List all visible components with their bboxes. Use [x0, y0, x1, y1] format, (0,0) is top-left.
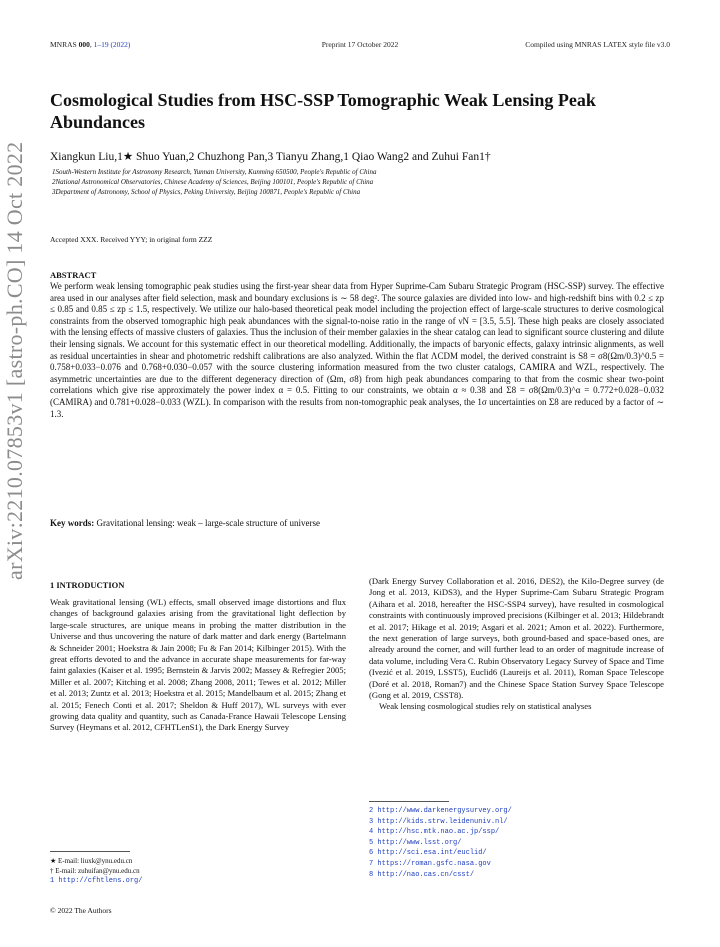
journal-name: MNRAS: [50, 40, 77, 49]
footnote-link-4[interactable]: 4 http://hsc.mtk.nao.ac.jp/ssp/: [369, 828, 500, 837]
compiled-note: Compiled using MNRAS LATEX style file v3.0: [525, 40, 670, 49]
intro-right-column: [369, 576, 664, 713]
footnotes-right: [369, 806, 664, 880]
footnotes-left: [50, 856, 346, 886]
page-header: [50, 40, 670, 54]
affiliations: [52, 167, 672, 197]
arxiv-stamp: arXiv:2210.07853v1 [astro-ph.CO] 14 Oct 2022: [2, 141, 27, 580]
footnote-divider-left: [50, 851, 130, 852]
footnote-link-3[interactable]: 3 http://kids.strw.leidenuniv.nl/: [369, 817, 508, 826]
footnote-email-1: ★ E-mail: liuxk@ynu.edu.cn: [50, 857, 133, 865]
section-heading: 1 INTRODUCTION: [50, 580, 125, 590]
footnote-link-7[interactable]: 7 https://roman.gsfc.nasa.gov: [369, 859, 491, 868]
author-list: Xiangkun Liu,1★ Shuo Yuan,2 Chuzhong Pan,3 Tianyu Zhang,1 Qiao Wang2 and Zuhui Fan1†: [50, 151, 491, 163]
accepted-line: Accepted XXX. Received YYY; in original form ZZZ: [50, 235, 213, 244]
affiliation-1: 1South-Western Institute for Astronomy Research, Yunnan University, Kunming 650500, People's Republic of China: [52, 168, 377, 176]
copyright: © 2022 The Authors: [50, 906, 112, 915]
abstract-text: We perform weak lensing tomographic peak studies using the first-year shear data from Hyper Suprime-Cam Subaru Strategic Program (HSC-SSP) survey. The effective area used in our analyses after field selection, mask and boundary exclusions is ∼ 58 deg². The source galaxies are divided into low- and high-redshift bins with 0.2 ≤ zp ≤ 0.85 and 0.85 ≤ zp ≤ 1.5, respectively. We utilize our halo-based theoretical peak model including the projection effect of large-scale structures to derive cosmological constraints from the observed tomographic high peak abundances with the signal-to-noise ratio in the range of νN = [3.5, 5.5]. These high peaks are closely associated with the lensing effects of massive clusters of galaxies. Thus the inclusion of their member galaxies in the shear catalog can lead to significant source clustering and dilute their lensing signals. We account for this systematic effect in our theoretical modelling. Additionally, the impacts of baryonic effects, galaxy intrinsic alignments, as well as residual uncertainties in shear and photometric redshift calibrations are also analyzed. Within the flat ΛCDM model, the derived constraint is S8 = σ8(Ωm/0.3)^0.5 = 0.758+0.033−0.076 and 0.768+0.030−0.057 with the source clustering information measured from the two cluster catalogs, CAMIRA and WZL, respectively. The asymmetric uncertainties are due to the different degeneracy direction of (Ωm, σ8) from high peak abundances comparing to that from the cosmic shear two-point correlations which give rise approximately the power index α = 0.5. Fitting to our constraints, we obtain α ≈ 0.38 and Σ8 = σ8(Ωm/0.3)^α = 0.772+0.028−0.032 (CAMIRA) and 0.781+0.028−0.033 (WZL). In comparison with the results from non-tomographic peak analyses, the 1σ uncertainties on Σ8 are reduced by a factor of ∼ 1.3.: [50, 281, 664, 419]
footnote-link-8[interactable]: 8 http://nao.cas.cn/csst/: [369, 870, 475, 879]
journal-citation: MNRAS 000, 1–19 (2022): [50, 40, 131, 49]
footnote-link-5[interactable]: 5 http://www.lsst.org/: [369, 838, 462, 847]
footnote-link-1[interactable]: 1 http://cfhtlens.org/: [50, 877, 143, 885]
footnote-email-2: † E-mail: zuhuifan@ynu.edu.cn: [50, 867, 140, 875]
keywords-label: Key words:: [50, 518, 95, 528]
keywords: [50, 518, 664, 528]
intro-paragraph-1: Weak gravitational lensing (WL) effects, small observed image distortions and flux changes of background galaxies arising from the gravitational light deflection by large-scale structures, are unique means in probing the matter distribution in the Universe and thus uncovering the nature of dark matter and dark energy (Bartelmann & Schneider 2001; Hoekstra & Jain 2008; Fu & Fan 2014; Kilbinger 2015). With the great efforts devoted to and the advance in accurate shape measurements for far-way faint galaxies (Kaiser et al. 1995; Bernstein & Jarvis 2002; Massey & Refregier 2005; Miller et al. 2007; Kitching et al. 2008; Zhang 2008, 2011; Tewes et al. 2012; Miller et al. 2013; Zuntz et al. 2013; Hoekstra et al. 2015; Mandelbaum et al. 2015; Zhang et al. 2015; Fenech Conti et al. 2017; Sheldon & Huff 2017), WL surveys with ever growing data quality and quantity, such as Canada-France Hawaii Telescope Lensing Survey (Heymans et al. 2012, CFHTLenS1), the Dark Energy Survey: [50, 597, 346, 733]
keywords-text: Gravitational lensing: weak – large-scale structure of universe: [96, 518, 321, 528]
footnote-link-2[interactable]: 2 http://www.darkenergysurvey.org/: [369, 807, 512, 815]
footnote-link-6[interactable]: 6 http://sci.esa.int/euclid/: [369, 849, 487, 858]
intro-paragraph-1-cont: (Dark Energy Survey Collaboration et al. 2016, DES2), the Kilo-Degree survey (de Jong et al. 2013, KiDS3), and the Hyper Suprime-Cam Subaru Strategic Program (Aihara et al. 2018, hereafter the HSC-SSP4 survey), have resulted in cosmological constraints with continuously improved precisions (Kilbinger et al. 2013; Hildebrandt et al. 2017; Hikage et al. 2019; Asgari et al. 2021; Amon et al. 2022). Furthermore, the next generation of large surveys, both ground-based and space-based ones, are already around the corner, and will further lead to an order of magnitude increase of data volume, including Vera C. Rubin Observatory Legacy Survey of Space and Time (Ivezić et al. 2019, LSST5), Euclid6 (Laureijs et al. 2011), Roman Space Telescope (Doré et al. 2018, Roman7) and the Chinese Space Station Survey Space Telescope (Gong et al. 2019, CSST8).: [369, 576, 664, 701]
intro-paragraph-2: Weak lensing cosmological studies rely on statistical analyses: [379, 701, 592, 712]
paper-title: Cosmological Studies from HSC-SSP Tomographic Weak Lensing Peak Abundances: [50, 90, 596, 132]
intro-left-column: [50, 597, 346, 734]
footnote-divider-right: [369, 801, 449, 802]
journal-volume: 000: [78, 40, 90, 49]
affiliation-3: 3Department of Astronomy, School of Physics, Peking University, Beijing 100871, People's Republic of China: [52, 188, 361, 196]
affiliation-2: 2National Astronomical Observatories, Chinese Academy of Sciences, Beijing 100101, People's Republic of China: [52, 178, 374, 186]
abstract-heading: ABSTRACT: [50, 270, 97, 280]
journal-pages[interactable]: 1–19 (2022): [93, 40, 131, 49]
preprint-date: Preprint 17 October 2022: [321, 40, 399, 49]
